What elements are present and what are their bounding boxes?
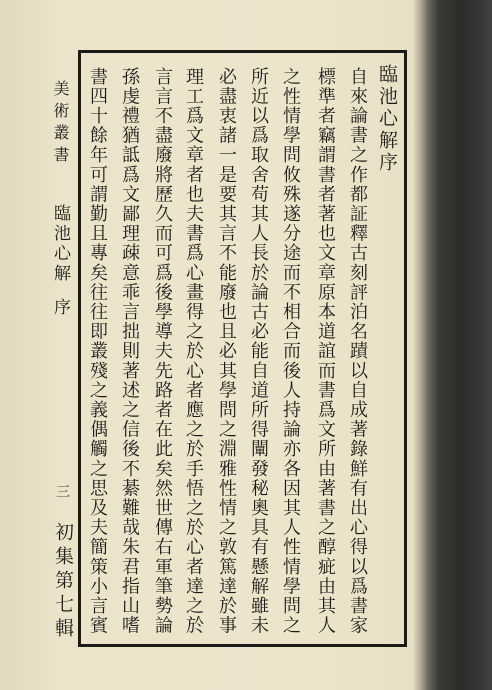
text-column-7: 言言不盡廢將歷久而可爲後學導夫先路者在此矣然世傳右軍筆勢論 [152, 67, 173, 636]
margin-volume-label: 初集第七輯 [52, 522, 74, 642]
text-column-5: 必盡衷諸一是要其言不能廢也且必其學問之淵雅性情之敦篤達於事 [216, 67, 237, 636]
text-column-2: 標準者竊謂書者著也文章原本道誼而書爲文所由著書之醇疵由其人 [315, 67, 336, 636]
margin-book-title: 臨池心解 [50, 204, 70, 284]
margin-series-title: 美術叢書 [51, 80, 70, 168]
book-spine-shadow [414, 0, 492, 690]
text-column-3: 之性情學問攸殊遂分途而不相合而後人持論亦各因其人性情學問之 [280, 67, 301, 636]
text-column-8: 孫虔禮猶詆爲文鄙理疎意乖言拙則著述之信後不綦難哉朱君指山嗜 [119, 67, 140, 636]
preface-title: 臨池心解序 [376, 64, 398, 174]
page-number: 三 [54, 484, 70, 498]
text-column-9: 書四十餘年可謂勤且專矣往往即叢殘之義偶觸之思及夫簡策小言賓 [87, 67, 108, 636]
text-column-4: 所近以爲取舍苟其人長於論古必能自道所得闡發秘奧具有懸解雖未 [248, 67, 269, 636]
text-column-6: 理工爲文章者也夫書爲心畫得之於心者應之於手悟之於心者達之於 [183, 67, 204, 636]
text-column-1: 自來論書之作都証釋古刻評泊名蹟以自成著錄鮮有出心得以爲書家 [347, 67, 368, 636]
margin-section-label: 序 [50, 298, 70, 315]
